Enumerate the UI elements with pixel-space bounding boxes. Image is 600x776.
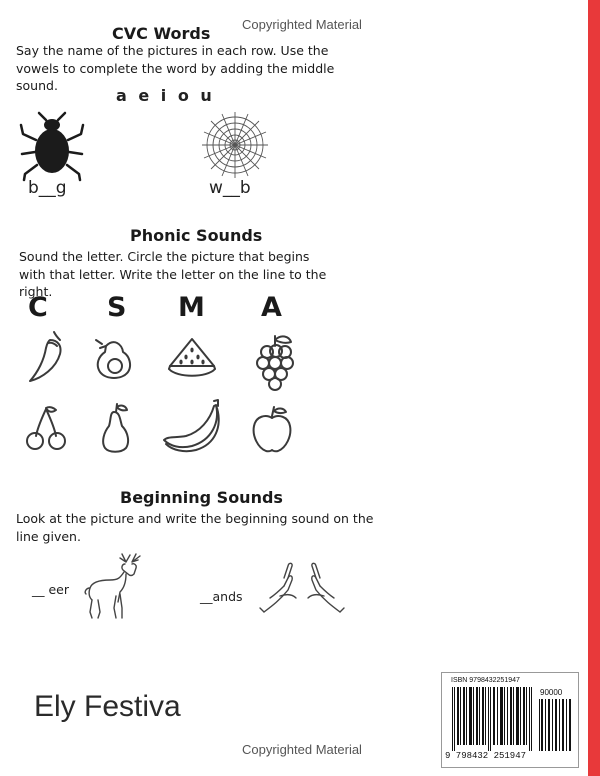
spider-web-icon (200, 110, 270, 180)
beginning-title: Beginning Sounds (120, 488, 283, 507)
cvc-instr-line2: vowels to complete the word by adding the middle (16, 60, 335, 76)
isbn-label: ISBN 9798432251947 (451, 677, 520, 684)
hands-icon (258, 560, 346, 618)
bug-icon (17, 110, 87, 182)
avocado-icon (92, 334, 138, 382)
beginning-instr-line2: line given. (16, 528, 81, 544)
banana-icon (160, 398, 224, 454)
cvc-word-web: w__b (209, 178, 251, 198)
cvc-title: CVC Words (112, 24, 211, 43)
letter-a: A (261, 292, 282, 323)
barcode-digits: 9 798432 251947 (445, 751, 527, 761)
phonic-title: Phonic Sounds (130, 226, 263, 245)
price-code: 90000 (540, 688, 563, 697)
cvc-instr-line1: Say the name of the pictures in each row. Use the (16, 43, 329, 58)
barcode-box (441, 672, 579, 768)
watermark-bottom: Copyrighted Material (242, 742, 362, 757)
vowels: a e i o u (116, 86, 215, 105)
cherries-icon (24, 404, 70, 452)
author-name: Ely Festiva (34, 690, 181, 723)
cvc-word-bug: b__g (28, 178, 67, 198)
cvc-instr-line3: sound. (16, 78, 58, 93)
beginning-label-hands: __ands (200, 589, 243, 604)
watermelon-icon (167, 334, 217, 380)
letter-c: C (28, 292, 48, 323)
beginning-instr-line1: Look at the picture and write the beginning sound on the (16, 511, 374, 526)
phonic-instr-line2: with that letter. Write the letter on the line to the (19, 266, 327, 282)
price-barcode-bars (539, 699, 573, 751)
phonic-instr-line3: right. (19, 284, 53, 299)
phonic-instr-line1: Sound the letter. Circle the picture that begins (19, 249, 310, 264)
letter-m: M (178, 292, 205, 323)
deer-icon (80, 552, 150, 620)
letter-s: S (107, 292, 127, 323)
barcode-bars (452, 687, 534, 751)
spine-color-bar (588, 0, 600, 776)
beginning-instructions (16, 510, 373, 545)
apple-icon (250, 404, 296, 454)
pear-icon (98, 402, 134, 454)
beginning-label-deer: __ eer (32, 582, 69, 597)
chili-pepper-icon (24, 328, 68, 384)
grapes-icon (253, 332, 299, 392)
watermark-top: Copyrighted Material (242, 17, 362, 32)
